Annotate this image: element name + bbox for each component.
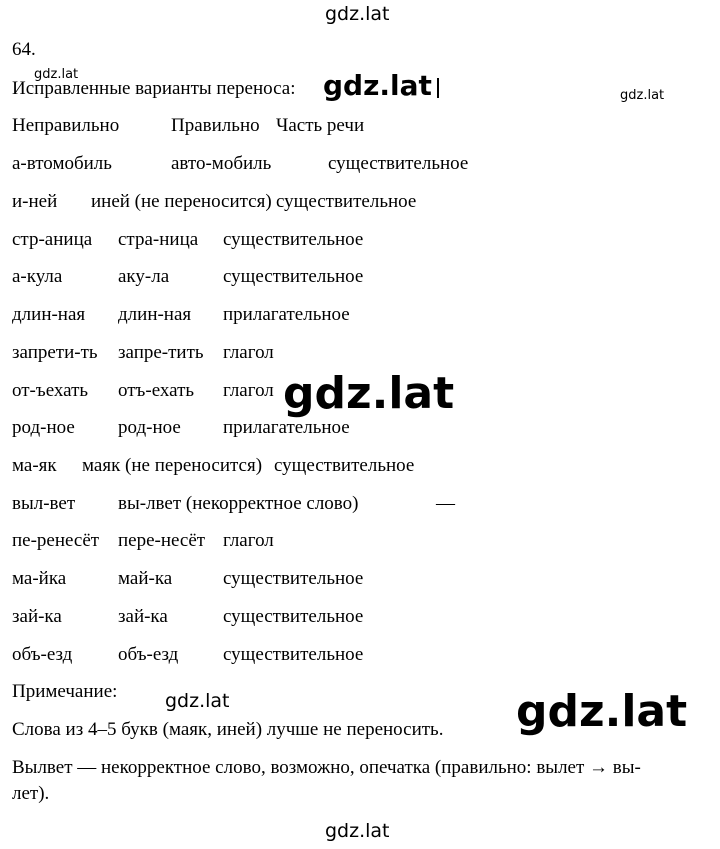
row-right: авто-мобиль bbox=[171, 153, 272, 174]
note-title: Примечание: bbox=[12, 681, 118, 702]
header-wrong: Неправильно bbox=[12, 115, 120, 136]
watermark-center: gdz.lat bbox=[283, 368, 455, 419]
row-right: род-ное bbox=[118, 417, 181, 438]
note-line-2-continued: лет). bbox=[12, 783, 50, 804]
row-right: объ-езд bbox=[118, 644, 179, 665]
watermark-small-right: gdz.lat bbox=[620, 88, 665, 103]
note-line-1: Слова из 4–5 букв (маяк, иней) лучше не переносить. bbox=[12, 719, 444, 740]
row-pos: существительное bbox=[274, 455, 415, 476]
row-right: маяк (не переносится) bbox=[82, 455, 263, 476]
row-pos: существительное bbox=[223, 229, 364, 250]
row-pos: глагол bbox=[223, 342, 274, 363]
row-right: май-ка bbox=[118, 568, 173, 589]
watermark-inline: gdz.lat bbox=[323, 69, 432, 102]
row-wrong: а-кула bbox=[12, 266, 63, 287]
watermark-top: gdz.lat bbox=[325, 3, 390, 25]
note-line-2: Вылвет — некорректное слово, возможно, опечатка (правильно: вылет → вы- bbox=[12, 757, 641, 778]
row-right: иней (не переносится) bbox=[91, 191, 272, 212]
row-wrong: от-ъехать bbox=[12, 380, 89, 401]
row-wrong: стр-аница bbox=[12, 229, 93, 250]
header-right: Правильно bbox=[171, 115, 260, 136]
row-wrong: а-втомобиль bbox=[12, 153, 112, 174]
row-pos: прилагательное bbox=[223, 304, 350, 325]
watermark-bottom: gdz.lat bbox=[325, 820, 390, 842]
row-right: отъ-ехать bbox=[118, 380, 195, 401]
row-pos: глагол bbox=[223, 380, 274, 401]
row-pos: существительное bbox=[223, 266, 364, 287]
watermark-small-left: gdz.lat bbox=[34, 67, 79, 82]
watermark-note: gdz.lat bbox=[165, 690, 230, 712]
row-right: стра-ница bbox=[118, 229, 199, 250]
header-part-of-speech: Часть речи bbox=[276, 115, 365, 136]
intro-text: Исправленные варианты переноса: bbox=[12, 78, 296, 99]
row-pos: существительное bbox=[328, 153, 469, 174]
row-pos: — bbox=[436, 493, 455, 514]
row-pos: прилагательное bbox=[223, 417, 350, 438]
text-cursor bbox=[437, 78, 439, 98]
row-right: пере-несёт bbox=[118, 530, 206, 551]
row-right: длин-ная bbox=[118, 304, 192, 325]
row-right: аку-ла bbox=[118, 266, 170, 287]
row-right: зай-ка bbox=[118, 606, 168, 627]
row-right: вы-лвет (некорректное слово) bbox=[118, 493, 359, 514]
row-wrong: выл-вет bbox=[12, 493, 76, 514]
row-wrong: ма-йка bbox=[12, 568, 67, 589]
row-wrong: зай-ка bbox=[12, 606, 62, 627]
row-wrong: длин-ная bbox=[12, 304, 86, 325]
row-pos: глагол bbox=[223, 530, 274, 551]
watermark-large-right: gdz.lat bbox=[516, 686, 688, 737]
row-pos: существительное bbox=[223, 568, 364, 589]
row-pos: существительное bbox=[223, 644, 364, 665]
row-right: запре-тить bbox=[118, 342, 204, 363]
row-wrong: запрети-ть bbox=[12, 342, 98, 363]
row-pos: существительное bbox=[223, 606, 364, 627]
row-wrong: пе-ренесёт bbox=[12, 530, 100, 551]
row-wrong: род-ное bbox=[12, 417, 75, 438]
row-wrong: и-ней bbox=[12, 191, 58, 212]
row-wrong: объ-езд bbox=[12, 644, 73, 665]
row-pos: существительное bbox=[276, 191, 417, 212]
row-wrong: ма-як bbox=[12, 455, 57, 476]
task-number: 64. bbox=[12, 39, 36, 60]
